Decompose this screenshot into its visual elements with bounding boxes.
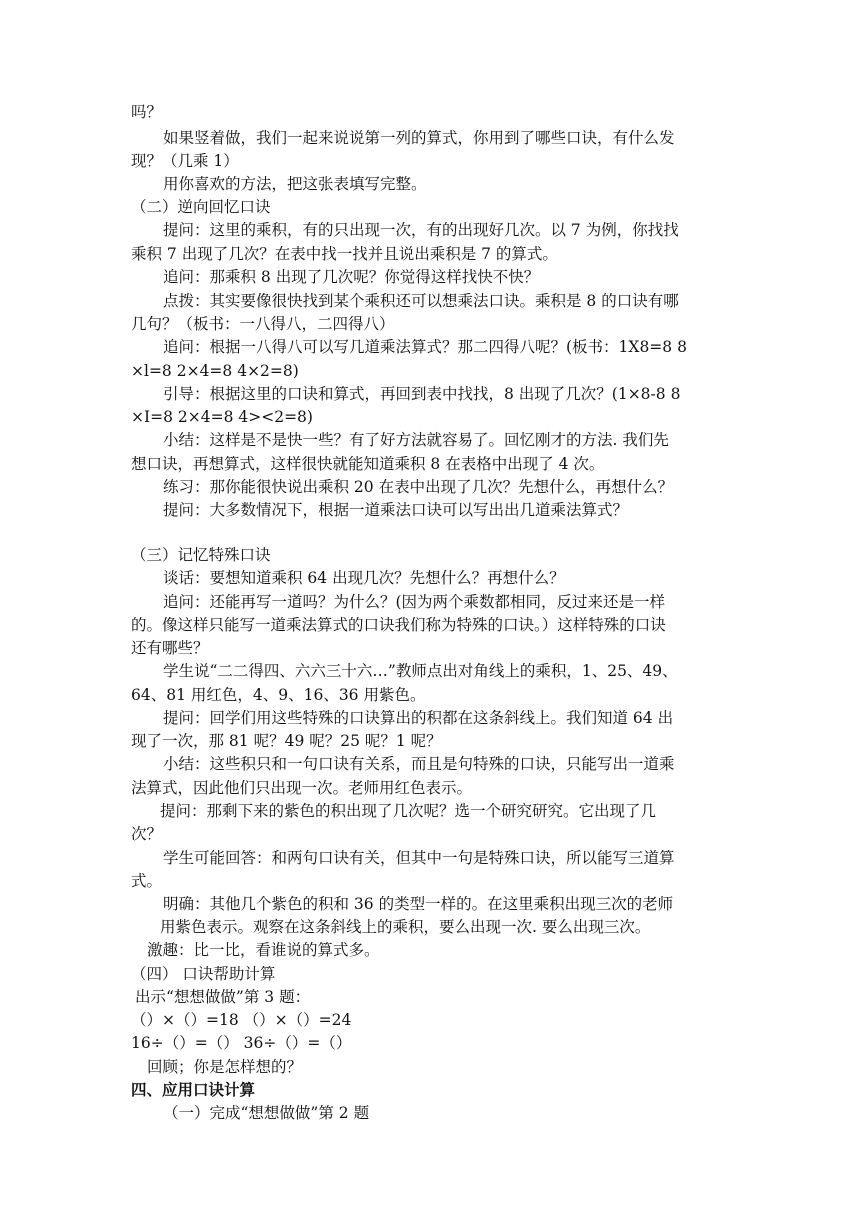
text-line: 64、81 用红色，4、9、16、36 用紫色。: [131, 686, 426, 704]
text-line: 式。: [131, 872, 163, 890]
text-line: ×I=8 2×4=8 4><2=8): [131, 408, 313, 426]
text-line: 谈话：要想知道乘积 64 出现几次？先想什么？再想什么？: [163, 569, 565, 587]
text-line: 现？（几乘 1）: [131, 152, 239, 170]
text-line: 学生可能回答：和两句口诀有关，但其中一句是特殊口诀，所以能写三道算: [163, 849, 675, 867]
text-line: 提问：回学们用这些特殊的口诀算出的积都在这条斜线上。我们知道 64 出: [163, 709, 674, 727]
text-line: 小结：这些积只和一句口诀有关系，而且是句特殊的口诀，只能写出一道乘: [163, 755, 675, 773]
text-line: 如果竖着做，我们一起来说说第一列的算式，你用到了哪些口诀，有什么发: [163, 129, 675, 147]
chapter-heading: 四、应用口诀计算: [131, 1081, 256, 1099]
section-heading: （三）记忆特殊口诀: [131, 546, 271, 564]
text-line: 提问：那剩下来的紫色的积出现了几次呢？选一个研究研究。它出现了几: [160, 802, 657, 820]
text-line: 用你喜欢的方法，把这张表填写完整。: [163, 175, 427, 193]
text-line: 用紫色表示。观察在这条斜线上的乘积，要么出现一次. 要么出现三次。: [160, 918, 651, 936]
text-line: 小结：这样是不是快一些？有了好方法就容易了。回忆刚才的方法. 我们先: [163, 431, 669, 449]
text-line: 回顾；你是怎样想的？: [147, 1058, 303, 1076]
text-line: 次？: [131, 825, 163, 843]
text-line: 引导：根据这里的口诀和算式，再回到表中找找，8 出现了几次？(1×8-8 8: [163, 385, 681, 403]
text-line: 乘积 7 出现了几次？在表中找一找并且说出乘积是 7 的算式。: [131, 245, 558, 263]
text-line: 追问：还能再写一道吗？为什么？(因为两个乘数都相同，反过来还是一样: [163, 593, 666, 611]
section-heading: （四） 口诀帮助计算: [131, 965, 276, 983]
text-line: 追问：那乘积 8 出现了几次呢？你觉得这样找快不快？: [163, 268, 540, 286]
text-line: 吗？: [131, 103, 163, 121]
text-line: 学生说“二二得四、六六三十六…”教师点出对角线上的乘积，1、25、49、: [163, 662, 678, 680]
text-line: 几句？（板书：一八得八，二四得八）: [131, 315, 395, 333]
equation-line: 16÷（）=（） 36÷（）=（）: [131, 1034, 352, 1052]
text-line: 提问：这里的乘积，有的只出现一次，有的出现好几次。以 7 为例，你找找: [163, 221, 679, 239]
text-line: 练习：那你能很快说出乘积 20 在表中出现了几次？先想什么，再想什么？: [163, 478, 674, 496]
text-line: ×l=8 2×4=8 4×2=8): [131, 362, 299, 380]
equation-line: （）×（）=18 （）×（）=24: [131, 1011, 352, 1029]
text-line: 法算式，因此他们只出现一次。老师用红色表示。: [131, 779, 473, 797]
section-heading: （一）完成“想想做做”第 2 题: [163, 1104, 370, 1122]
text-line: 提问：大多数情况下，根据一道乘法口诀可以写出出几道乘法算式？: [163, 501, 629, 519]
text-line: 点拨：其实要像很快找到某个乘积还可以想乘法口诀。乘积是 8 的口诀有哪: [163, 292, 679, 310]
text-line: 想口诀，再想算式，这样很快就能知道乘积 8 在表格中出现了 4 次。: [131, 455, 605, 473]
text-line: 现了一次，那 81 呢？49 呢？25 呢？1 呢？: [131, 732, 442, 750]
text-line: 出示“想想做做”第 3 题：: [135, 988, 311, 1006]
text-line: 追问：根据一八得八可以写几道乘法算式？那二四得八呢？(板书：1X8=8 8: [163, 338, 687, 356]
text-line: 明确：其他几个紫色的积和 36 的类型一样的。在这里乘积出现三次的老师: [163, 895, 674, 913]
section-heading: （二）逆向回忆口诀: [131, 198, 271, 216]
text-line: 激趣：比一比，看谁说的算式多。: [147, 941, 380, 959]
text-line: 的。像这样只能写一道乘法算式的口诀我们称为特殊的口诀。）这样特殊的口诀: [131, 616, 666, 634]
text-line: 还有哪些？: [131, 639, 209, 657]
